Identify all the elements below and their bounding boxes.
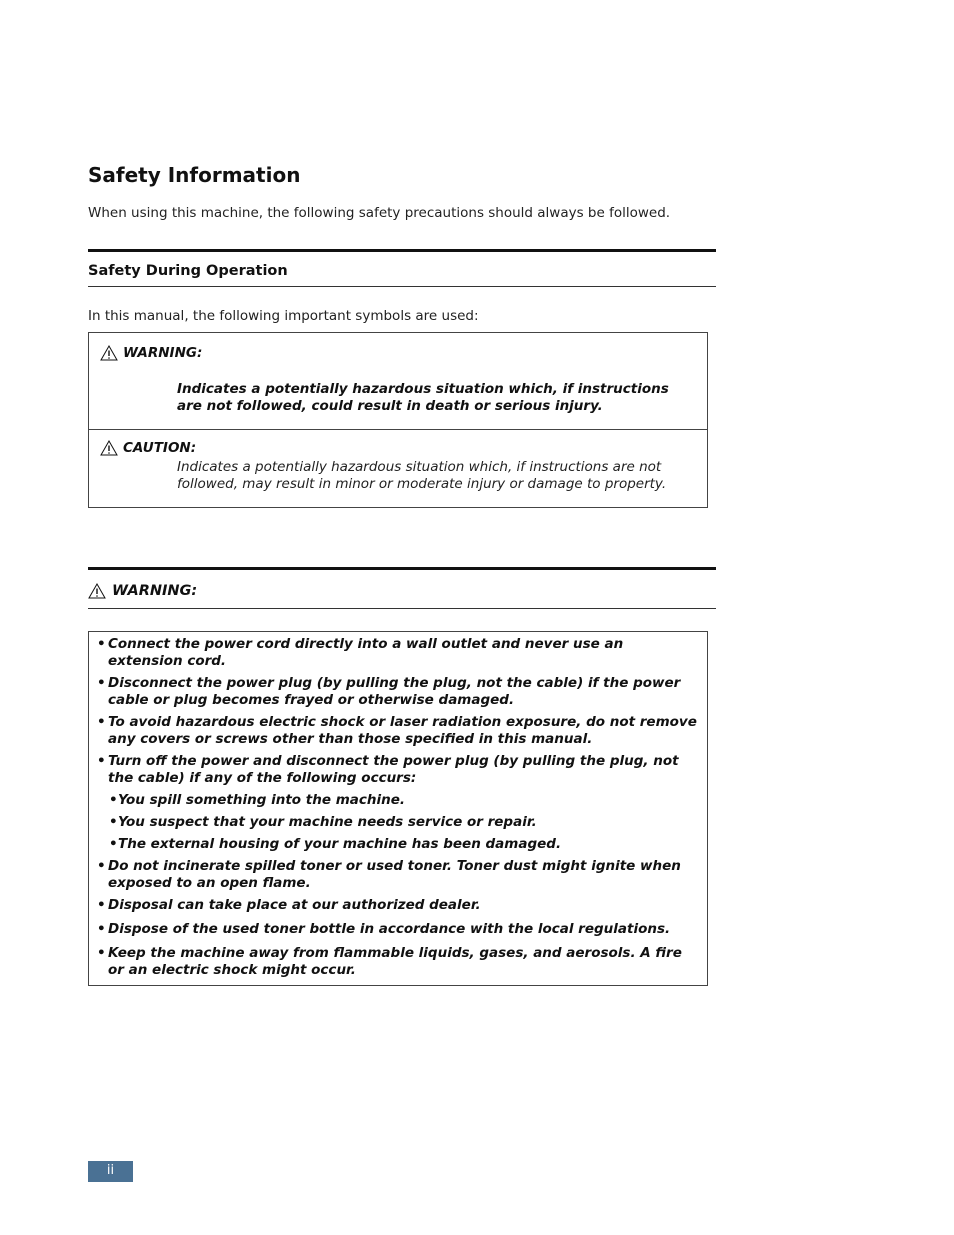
symbols-intro: In this manual, the following important symbols are used: bbox=[88, 308, 479, 324]
caution-description: Indicates a potentially hazardous situation which, if instructions are not followed, may result in minor or moderate injury or damage to property. bbox=[177, 459, 667, 492]
warning-section-title-text: WARNING: bbox=[112, 583, 198, 599]
symbols-table bbox=[88, 332, 708, 508]
symbol-row-warning bbox=[89, 333, 707, 430]
list-item: • Disconnect the power plug (by pulling the plug, not the cable) if the power cable or plug becomes frayed or otherwise damaged. bbox=[97, 675, 697, 709]
section-header-warning bbox=[88, 567, 716, 609]
caution-triangle-icon bbox=[100, 440, 118, 456]
list-item: • To avoid hazardous electric shock or laser radiation exposure, do not remove any covers or screws other than those specified in this manual. bbox=[97, 714, 697, 748]
warning-list-box bbox=[88, 631, 708, 986]
section-title-operation: Safety During Operation bbox=[88, 263, 288, 279]
caution-label: CAUTION: bbox=[123, 440, 197, 456]
list-item: • Connect the power cord directly into a wall outlet and never use an extension cord. bbox=[97, 636, 697, 670]
section-title-warning bbox=[88, 583, 197, 599]
list-item: • Keep the machine away from flammable liquids, gases, and aerosols. A fire or an electric shock might occur. bbox=[97, 945, 697, 979]
warning-description: Indicates a potentially hazardous situation which, if instructions are not followed, could result in death or serious injury. bbox=[177, 381, 669, 414]
section-header-operation bbox=[88, 249, 716, 287]
sub-list-item: • You spill something into the machine. bbox=[97, 792, 697, 809]
list-item: • Turn off the power and disconnect the power plug (by pulling the plug, not the cable) if any of the following occurs: bbox=[97, 753, 697, 787]
intro-text: When using this machine, the following safety precautions should always be followed. bbox=[88, 205, 671, 221]
page-number: ii bbox=[88, 1161, 133, 1182]
list-item: • Dispose of the used toner bottle in accordance with the local regulations. bbox=[97, 921, 697, 938]
sub-list-item: • You suspect that your machine needs service or repair. bbox=[97, 814, 697, 831]
warning-list bbox=[97, 636, 697, 979]
symbol-row-caution bbox=[89, 429, 707, 507]
list-item: • Do not incinerate spilled toner or used toner. Toner dust might ignite when exposed to an open flame. bbox=[97, 858, 697, 892]
warning-triangle-icon bbox=[100, 345, 118, 361]
warning-label: WARNING: bbox=[123, 345, 203, 361]
sub-list-item: • The external housing of your machine has been damaged. bbox=[97, 836, 697, 853]
page-title: Safety Information bbox=[88, 163, 301, 187]
list-item: • Disposal can take place at our authorized dealer. bbox=[97, 897, 697, 914]
warning-triangle-icon bbox=[88, 583, 106, 599]
